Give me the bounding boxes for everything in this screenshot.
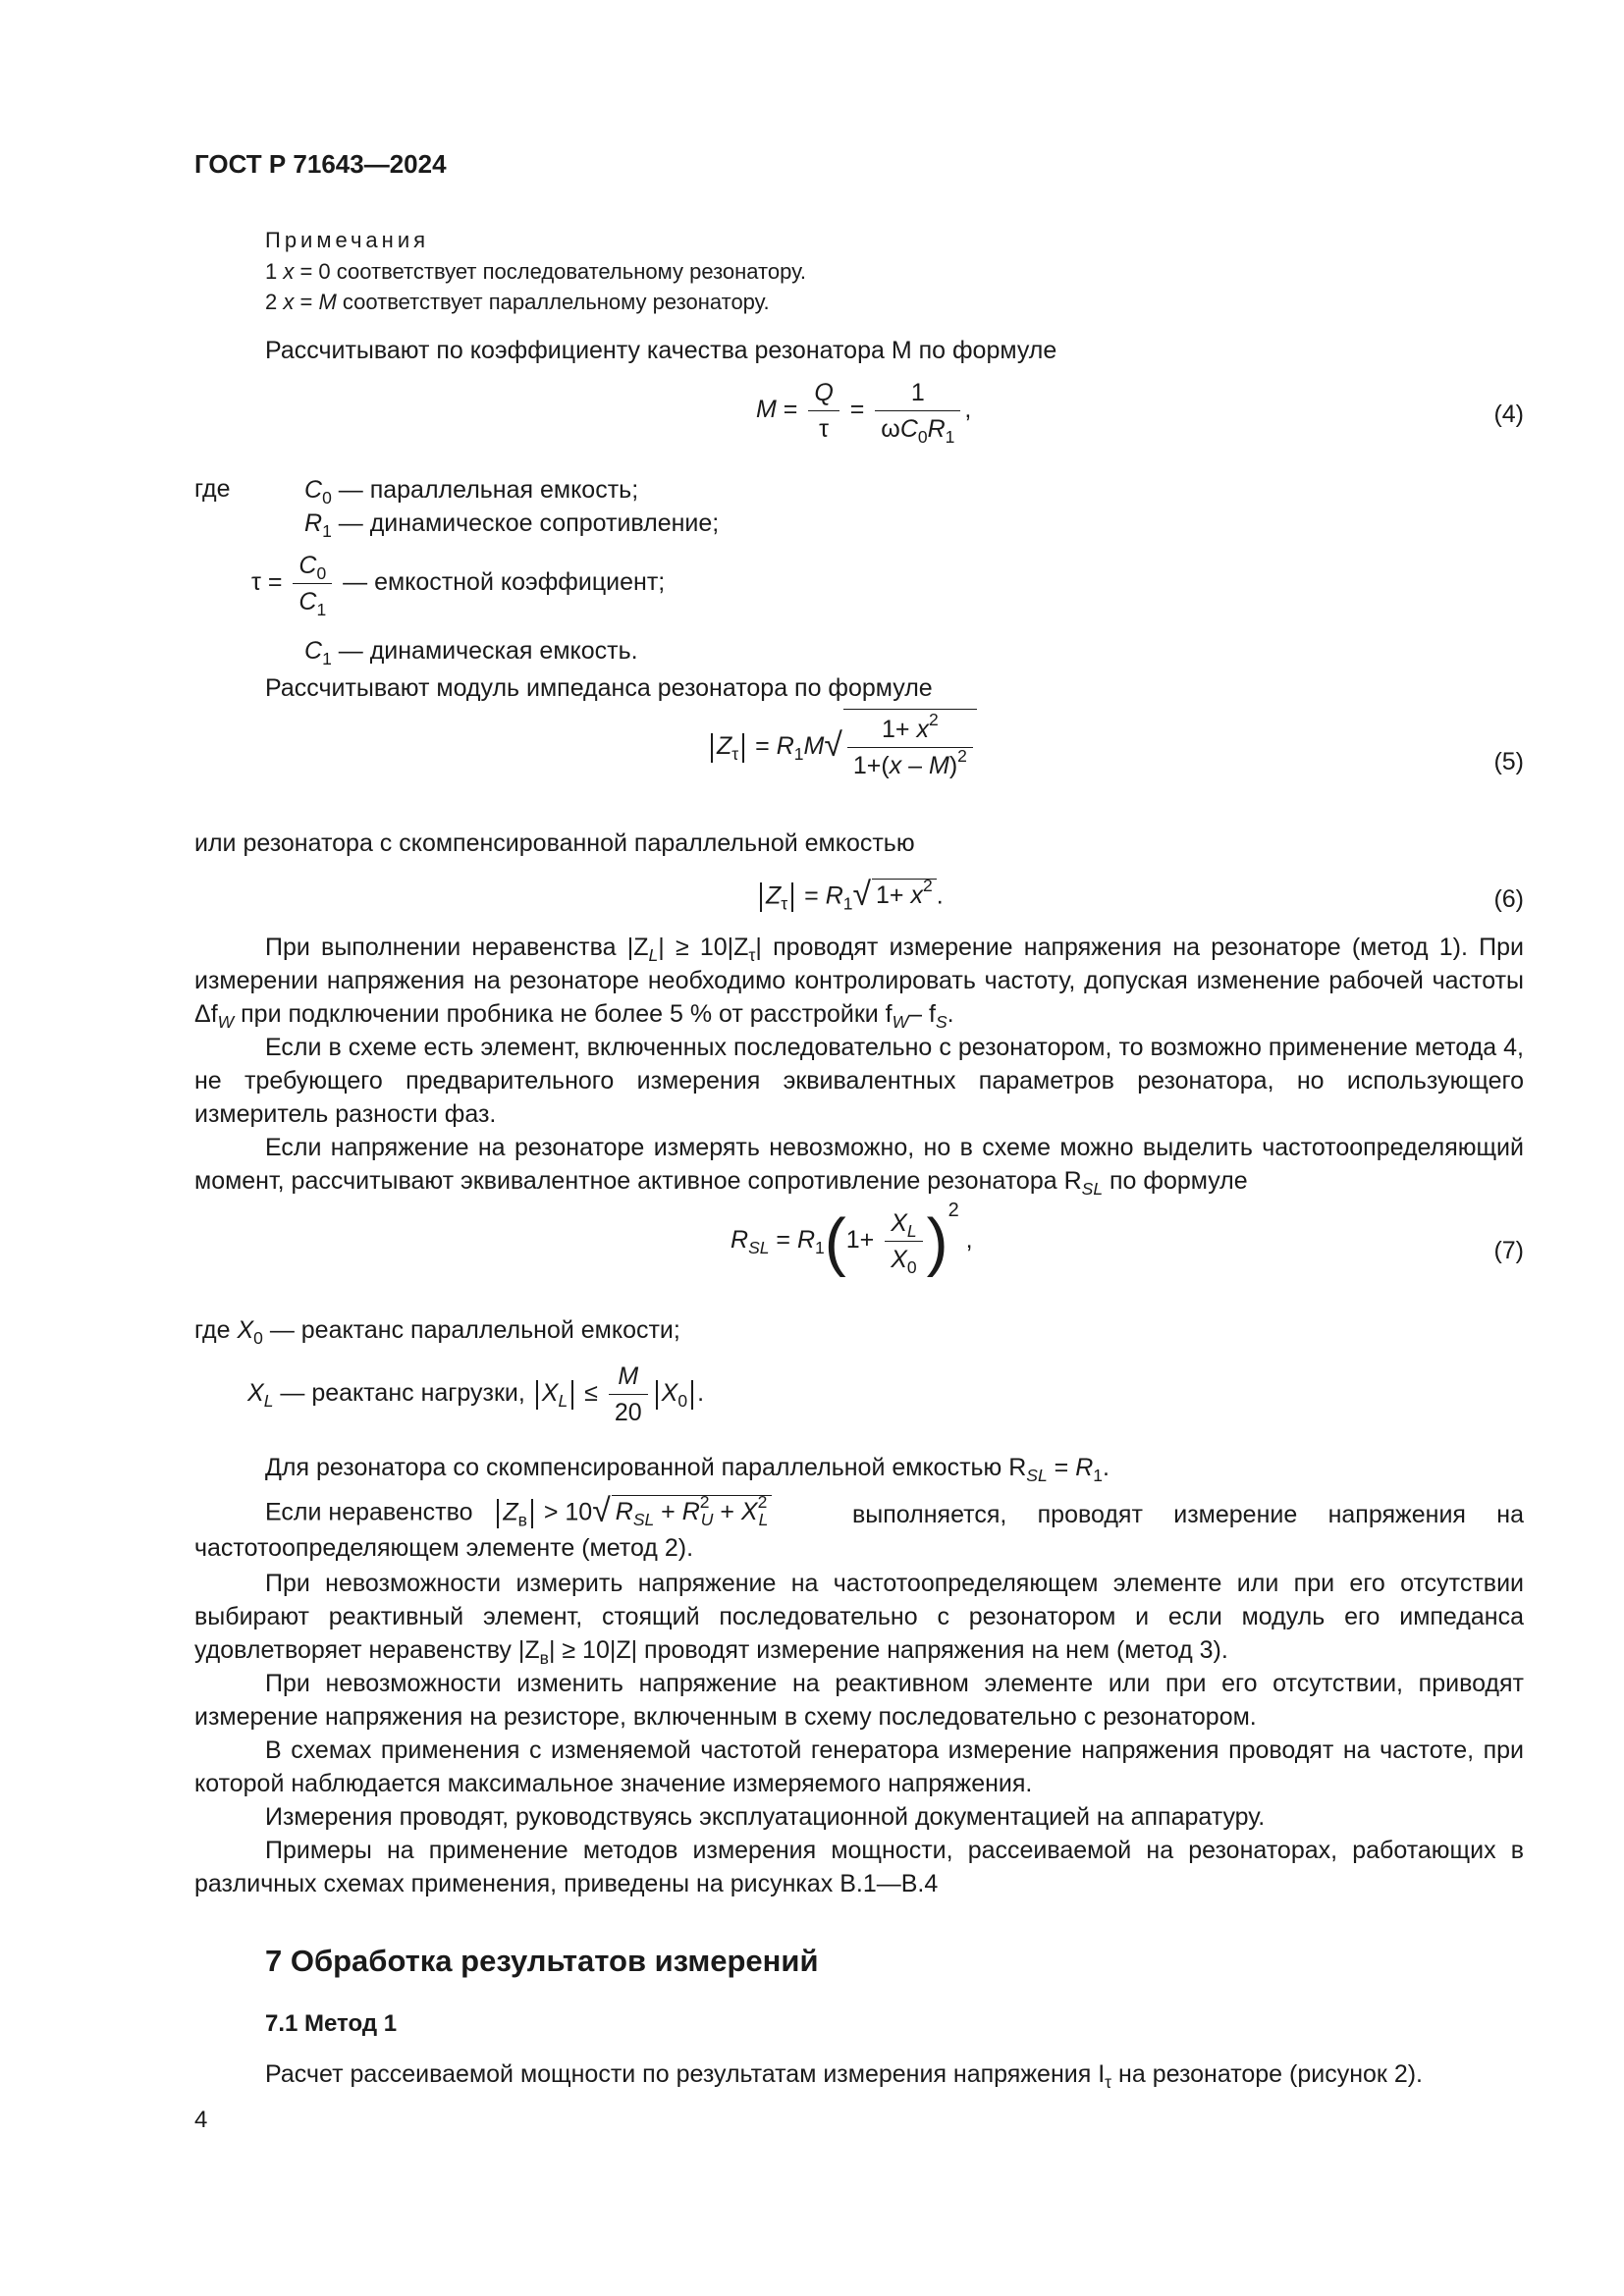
document-header: ГОСТ Р 71643—2024 [194, 149, 447, 179]
note-1: 1 x = 0 соответствует последовательному резонатору. [265, 259, 807, 284]
equation-7-number: (7) [1493, 1237, 1524, 1264]
where-label: где [194, 475, 231, 503]
paragraph-or: или резонатора с скомпенсированной параллельной емкостью [194, 829, 915, 857]
section-7-1-heading: 7.1 Метод 1 [265, 2010, 398, 2037]
paragraph-resistor: При невозможности изменить напряжение на реактивном элементе или при его отсутствии, приводят измерение напряжения на резисторе, включенным в схему последовательно с резонатором. [194, 1670, 1524, 1731]
paragraph-method-1: При выполнении неравенства $|Z_L| \ge 10|Z_\tau|$ проводят измерение напряжения на резонаторе (метод 1). При измерении напряжения на резонаторе необходимо контролировать частоту, допуская изменение рабочей частоты $\Delta f_W$ при подключении пробника не более 5 % от расстройки $f_W-$ $f_S$. [194, 934, 1524, 1033]
where-c1: $C_1$ — динамическая емкость. [304, 637, 638, 669]
equation-5-number: (5) [1493, 748, 1524, 775]
equation-7: $R_{SL} = R_1(1+$ $\frac{X_L}{X_0}$ )$^2$ , [731, 1200, 973, 1278]
paragraph-documentation: Измерения проводят, руководствуясь эксплуатационной документацией на аппаратуру. [265, 1803, 1266, 1831]
where-tau: τ = $\frac{C_0}{C_1}$ — емкостной коэффициент; [251, 548, 665, 619]
where-xl: $X_L$ — реактанс нагрузки, $X_L$ ≤ $\frac{M}{20}$ $X_0$ . [247, 1359, 704, 1430]
equation-6: $Z_\tau = R_1√$ $1+ x^2$ . [756, 876, 944, 914]
paragraph-method-3: При невозможности измерить напряжение на частотоопределяющем элементе или при его отсутствии выбирают реактивный элемент, стоящий последовательно с резонатором и если модуль его импеданса удовлетворяет неравенству $|Z_в| \ge 10|Z|$ проводят измерение напряжения на нем (метод 3). [194, 1570, 1524, 1669]
paragraph-method-1-calc: Расчет рассеиваемой мощности по результатам измерения напряжения $I_\tau$ на резонаторе (рисунок 2). [265, 2060, 1423, 2093]
paragraph-method-2: выполняется, проводят измерение напряжения на частотоопределяющем элементе (метод 2). [194, 1501, 1524, 1562]
paragraph-examples: Примеры на применение методов измерения мощности, рассеиваемой на резонаторах, работающих в различных схемах применения, приведены на рисунках В.1—В.4 [194, 1837, 1524, 1897]
paragraph-variable-frequency: В схемах применения с изменяемой частотой генератора измерение напряжения проводят на частоте, при которой наблюдается максимальное значение измеряемого напряжения. [194, 1736, 1524, 1797]
equation-4: M = $\frac{Q}{\tau}$ = $\frac{1}{\omega C_0R_1}$ , [756, 375, 971, 447]
page-number: 4 [194, 2107, 208, 2133]
paragraph-rsl-equal: Для резонатора со скомпенсированной параллельной емкостью $R_{SL} = R_1$. [265, 1454, 1110, 1486]
equation-4-number: (4) [1493, 400, 1524, 428]
paragraph-inequality-line: Если неравенство $Z_в > 10√$ $R_{SL} + R^2_U + X^2_L$ [265, 1492, 772, 1530]
note-2: 2 x = M соответствует параллельному резонатору. [265, 290, 770, 314]
where-r1: $R_1$ — динамическое сопротивление; [304, 509, 720, 542]
equation-6-number: (6) [1493, 885, 1524, 913]
paragraph-calc-m: Рассчитывают по коэффициенту качества резонатора M по формуле [265, 337, 1057, 364]
where-c0: $C_0$ — параллельная емкость; [304, 476, 639, 508]
paragraph-rsl: Если напряжение на резонаторе измерять невозможно, но в схеме можно выделить частотоопределяющий момент, рассчитывают эквивалентное активное сопротивление резонатора $R_{SL}$ по формуле [194, 1134, 1524, 1200]
paragraph-method-4: Если в схеме есть элемент, включенных последовательно с резонатором, то возможно применение метода 4, не требующего предварительного измерения эквивалентных параметров резонатора, но использующего измеритель разности фаз. [194, 1034, 1524, 1128]
paragraph-calc-z: Рассчитывают модуль импеданса резонатора по формуле [265, 674, 933, 702]
section-7-heading: 7 Обработка результатов измерений [265, 1944, 819, 1978]
equation-5: $Z_\tau = R_1M√$ $\frac{1+ x^2}{1+(x - M)^2}$ [707, 709, 977, 783]
where-x0: где $X_0$ — реактанс параллельной емкости; [194, 1316, 680, 1349]
notes-heading: Примечания [265, 228, 430, 252]
